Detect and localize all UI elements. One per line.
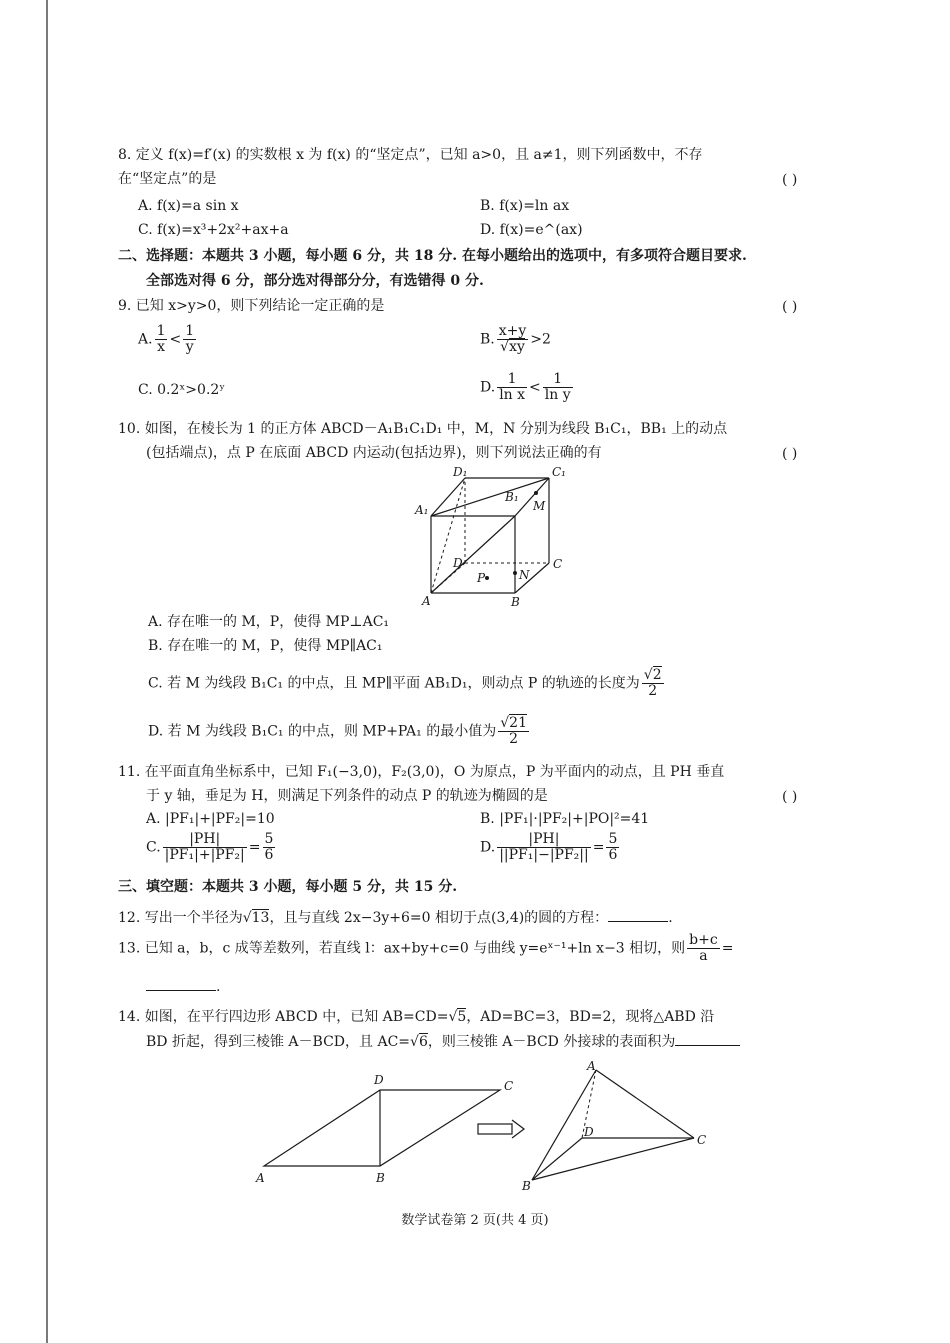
q14-stem-line2: BD 折起，得到三棱锥 A－BCD，且 AC=√6，则三棱锥 A－BCD 外接球的表面积为 — [146, 1033, 740, 1051]
q13-answer-blank[interactable] — [146, 990, 216, 991]
q10-stem-line2: (包括端点)，点 P 在底面 ABCD 内运动(包括边界)，则下列说法正确的有 — [146, 445, 602, 461]
arrow-shaft — [478, 1124, 512, 1134]
label-p: P — [477, 571, 486, 585]
label-m: M — [533, 499, 546, 513]
q8-stem-line1: 8. 定义 f(x)=f′(x) 的实数根 x 为 f(x) 的“坚定点”，已知 a>0，且 a≠1，则下列函数中，不存 — [118, 147, 703, 163]
q10-option-b: B. 存在唯一的 M，P，使得 MP∥AC₁ — [148, 638, 383, 654]
label-c: C — [553, 557, 563, 571]
label-d-3d: D — [584, 1125, 594, 1139]
q10-answer-bracket: ( ) — [782, 446, 798, 462]
q11-stem-line1: 11. 在平面直角坐标系中，已知 F₁(−3,0)，F₂(3,0)，O 为原点，P 为平面内的动点，且 PH 垂直 — [118, 764, 725, 780]
arrow-head — [512, 1120, 524, 1138]
page-footer: 数学试卷第 2 页(共 4 页) — [401, 1213, 549, 1228]
section2-instructions: 全部选对得 6 分，部分选对得部分分，有选错得 0 分. — [146, 273, 484, 289]
q9-option-c: C. 0.2ˣ>0.2ʸ — [138, 382, 226, 398]
q10-cube-figure — [405, 460, 575, 610]
label-n: N — [519, 568, 530, 582]
q11-stem-line2: 于 y 轴，垂足为 H，则满足下列条件的动点 P 的轨迹为椭圆的是 — [146, 788, 548, 804]
q8-option-c: C. f(x)=x³+2x²+ax+a — [138, 222, 289, 238]
label-a-3d: A — [587, 1060, 596, 1073]
label-b-flat: B — [376, 1171, 385, 1185]
edge-ac-3d — [596, 1070, 694, 1138]
q13-answer-line: . — [146, 978, 220, 996]
label-a: A — [422, 594, 431, 608]
q9-option-d: D. $\frac{1}{\text{ln x}}$ < $\frac{1}{\text{ln y}}$ — [480, 371, 571, 403]
q13-stem: 13. 已知 a，b，c 成等差数列，若直线 l：ax+by+c=0 与曲线 y=eˣ⁻¹+ln x−3 相切，则 $\frac{b+c}{a}$ = — [118, 932, 734, 964]
q11-option-c: C. $\frac{|PH|}{\text{|PF₁|+|PF₂|}}$ = $\frac{5}{6}$ — [146, 831, 274, 863]
q11-option-d: D. $\frac{|PH|}{\text{||PF₁|−|PF₂||}}$ = $\frac{5}{6}$ — [480, 831, 618, 863]
label-d1: D₁ — [453, 465, 468, 479]
label-d-flat: D — [374, 1073, 384, 1087]
label-a-flat: A — [256, 1171, 265, 1185]
label-c1: C₁ — [552, 465, 566, 479]
q9-option-b: B. $\frac{x+y}{√xy}$ >2 — [480, 323, 551, 355]
q11-option-a: A. |PF₁|+|PF₂|=10 — [146, 811, 275, 827]
label-a1: A₁ — [415, 503, 429, 517]
q8-stem-line2: 在“坚定点”的是 — [118, 171, 217, 187]
label-c-3d: C — [697, 1133, 707, 1147]
q9-stem: 9. 已知 x>y>0，则下列结论一定正确的是 — [118, 298, 385, 314]
q8-answer-bracket: ( ) — [782, 172, 798, 188]
diag-ab1 — [431, 516, 515, 593]
q8-option-b: B. f(x)=ln ax — [480, 198, 570, 214]
q14-figure — [250, 1060, 720, 1200]
binding-line — [46, 0, 48, 1343]
q11-answer-bracket: ( ) — [782, 789, 798, 805]
point-m — [534, 491, 538, 495]
q11-option-b: B. |PF₁|·|PF₂|+|PO|²=41 — [480, 811, 650, 827]
q8-option-d: D. f(x)=e^(ax) — [480, 222, 583, 238]
q9-option-a: A. $\frac{1}{x}$ < $\frac{1}{y}$ — [138, 323, 195, 355]
point-p — [485, 576, 489, 580]
label-b-3d: B — [522, 1179, 531, 1193]
q10-option-d: D. 若 M 为线段 B₁C₁ 的中点，则 MP+PA₁ 的最小值为 $\frac{√21}{2}$ — [148, 715, 527, 747]
label-b: B — [511, 595, 520, 609]
q14-stem-line1: 14. 如图，在平行四边形 ABCD 中，已知 AB=CD=√5，AD=BC=3，BD=2，现将△ABD 沿 — [118, 1009, 715, 1025]
q12-answer-blank[interactable] — [608, 921, 668, 922]
diag-ad1-hidden — [431, 478, 465, 593]
point-n — [513, 571, 517, 575]
q9-answer-bracket: ( ) — [782, 299, 798, 315]
q12-stem: 12. 写出一个半径为√13，且与直线 2x−3y+6=0 相切于点(3,4)的圆的方程： . — [118, 910, 673, 926]
label-d: D — [453, 556, 463, 570]
label-b1: B₁ — [505, 490, 519, 504]
q8-option-a: A. f(x)=a sin x — [138, 198, 239, 214]
q14-answer-blank[interactable] — [675, 1045, 740, 1046]
parallelogram-abcd — [264, 1090, 500, 1166]
section2-heading: 二、选择题：本题共 3 小题，每小题 6 分，共 18 分. 在每小题给出的选项中，有多项符合题目要求. — [118, 248, 747, 264]
section3-heading: 三、填空题：本题共 3 小题，每小题 5 分，共 15 分. — [118, 879, 458, 895]
q10-option-c: C. 若 M 为线段 B₁C₁ 的中点，且 MP∥平面 AB₁D₁，则动点 P 的轨迹的长度为 $\frac{√2}{2}$ — [148, 667, 662, 699]
q10-stem-line1: 10. 如图，在棱长为 1 的正方体 ABCD－A₁B₁C₁D₁ 中，M，N 分别为线段 B₁C₁，BB₁ 上的动点 — [118, 421, 728, 437]
label-c-flat: C — [504, 1079, 514, 1093]
q10-option-a: A. 存在唯一的 M，P，使得 MP⊥AC₁ — [148, 614, 390, 630]
